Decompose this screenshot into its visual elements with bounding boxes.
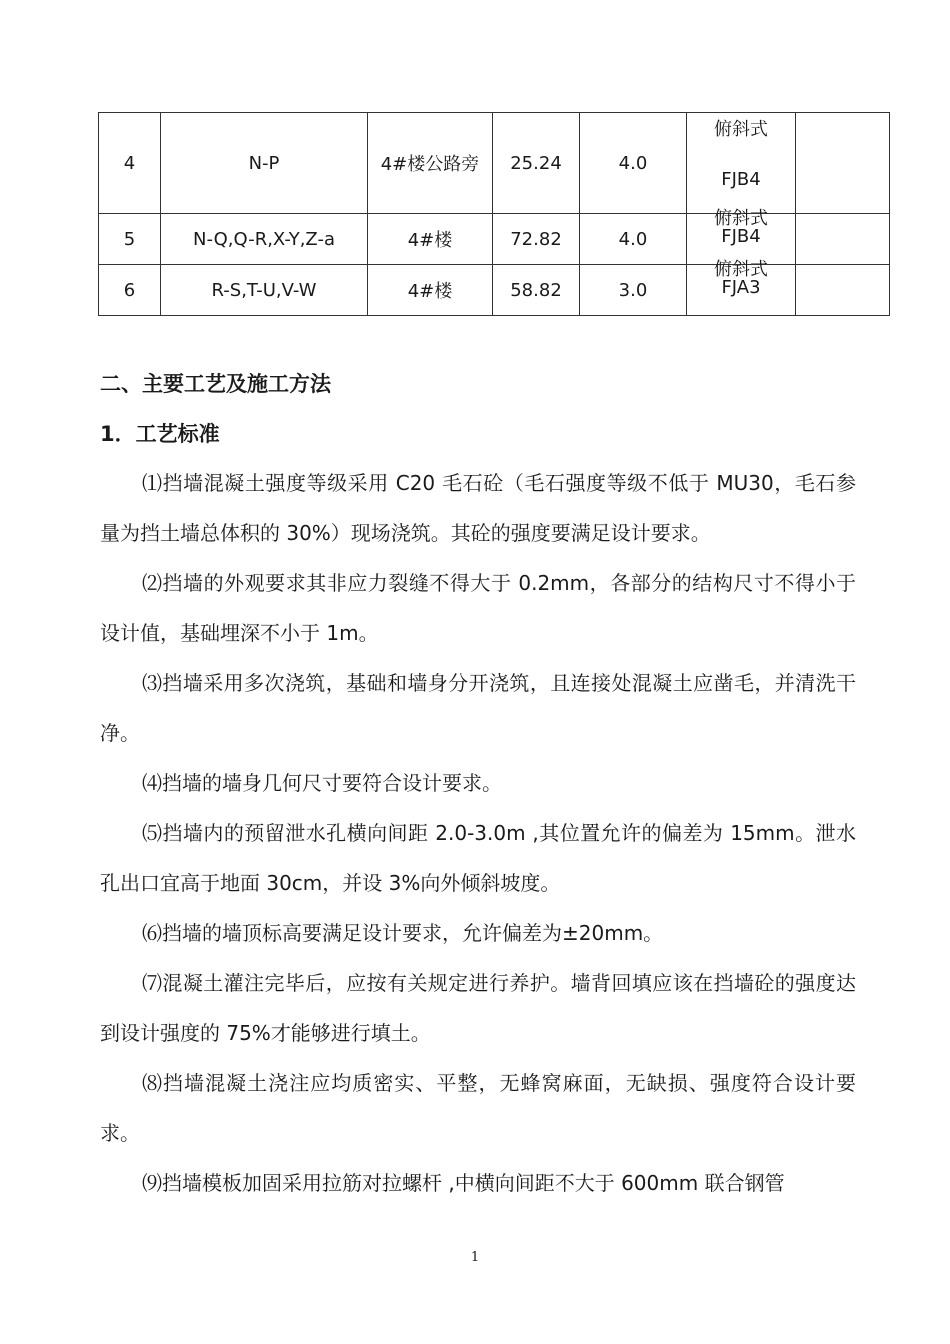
- cell-no: 4: [99, 113, 161, 214]
- cell-wall-type: [687, 113, 796, 214]
- retaining-wall-table: [98, 112, 890, 316]
- paragraph: ⑹挡墙的墙顶标高要满足设计要求，允许偏差为±20mm。: [142, 921, 664, 945]
- cell-no: 6: [99, 265, 161, 316]
- table-row: [99, 113, 890, 214]
- cell-length: 25.24: [493, 113, 580, 214]
- wall-type-code: FJB4: [721, 226, 761, 247]
- subsection-heading: 1．工艺标准: [100, 422, 220, 446]
- cell-height: 3.0: [580, 265, 687, 316]
- paragraph: ⑴挡墙混凝土强度等级采用 C20 毛石砼（毛石强度等级不低于 MU30，毛石参量为挡土墙总体积的 30%）现场浇筑。其砼的强度要满足设计要求。: [100, 471, 856, 545]
- cell-location: 4#楼: [368, 265, 493, 316]
- body-text: [100, 458, 856, 1208]
- cell-axis: R-S,T-U,V-W: [161, 265, 368, 316]
- cell-height: 4.0: [580, 214, 687, 265]
- paragraph: ⑸挡墙内的预留泄水孔横向间距 2.0-3.0m ,其位置允许的偏差为 15mm。泄水孔出口宜高于地面 30cm，并设 3%向外倾斜坡度。: [100, 821, 856, 895]
- section-heading: 二、主要工艺及施工方法: [100, 372, 331, 396]
- paragraph: ⑷挡墙的墙身几何尺寸要符合设计要求。: [142, 771, 502, 795]
- paragraph: ⑵挡墙的外观要求其非应力裂缝不得大于 0.2mm，各部分的结构尺寸不得小于设计值，基础埋深不小于 1m。: [100, 571, 856, 645]
- cell-length: 58.82: [493, 265, 580, 316]
- wall-type-code: FJA3: [721, 277, 761, 298]
- cell-remark: [796, 113, 890, 214]
- paragraph: ⑻挡墙混凝土浇注应均质密实、平整，无蜂窝麻面，无缺损、强度符合设计要求。: [100, 1071, 856, 1145]
- paragraph: ⑺混凝土灌注完毕后，应按有关规定进行养护。墙背回填应该在挡墙砼的强度达到设计强度的 75%才能够进行填土。: [100, 971, 856, 1045]
- cell-length: 72.82: [493, 214, 580, 265]
- wall-type-label: 俯斜式: [714, 119, 768, 140]
- cell-height: 4.0: [580, 113, 687, 214]
- wall-type-code: FJB4: [721, 169, 761, 190]
- cell-remark: [796, 265, 890, 316]
- cell-no: 5: [99, 214, 161, 265]
- page-number: 1: [470, 1250, 480, 1265]
- cell-remark: [796, 214, 890, 265]
- table-row: [99, 265, 890, 316]
- paragraph: ⑼挡墙模板加固采用拉筋对拉螺杆 ,中横向间距不大于 600mm 联合钢管: [142, 1171, 785, 1195]
- wall-type-label: 俯斜式: [714, 259, 768, 280]
- cell-location: 4#楼公路旁: [368, 113, 493, 214]
- cell-axis: N-Q,Q-R,X-Y,Z-a: [161, 214, 368, 265]
- cell-location: 4#楼: [368, 214, 493, 265]
- cell-wall-type: [687, 259, 796, 316]
- cell-axis: N-P: [161, 113, 368, 214]
- wall-type-label: 俯斜式: [714, 208, 768, 229]
- paragraph: ⑶挡墙采用多次浇筑，基础和墙身分开浇筑，且连接处混凝土应凿毛，并清洗干净。: [100, 671, 856, 745]
